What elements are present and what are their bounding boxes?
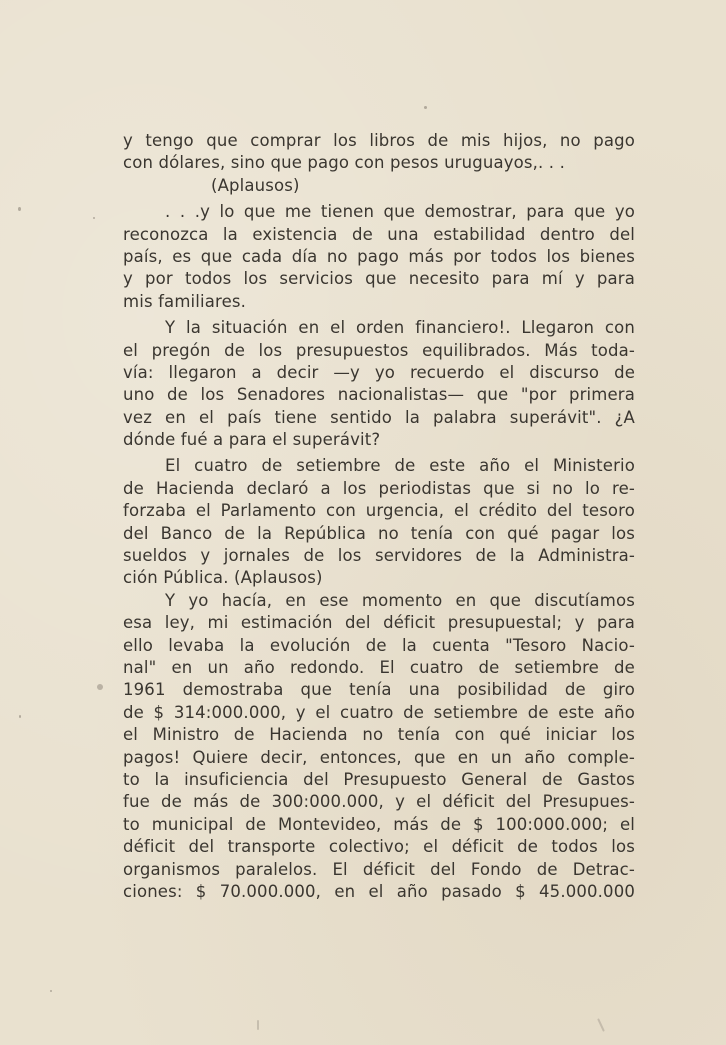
paper-speck xyxy=(93,217,95,219)
paper-speck xyxy=(97,684,103,690)
text-line: sueldos y jornales de los servidores de la Administra- xyxy=(123,546,635,566)
paper-speck xyxy=(424,106,427,109)
text-line: to la insuficiencia del Presupuesto General de Gastos xyxy=(123,769,635,789)
text-line: el Ministro de Hacienda no tenía con qué iniciar los xyxy=(123,725,635,745)
text-line: (Aplausos) xyxy=(211,175,300,195)
text-line: y tengo que comprar los libros de mis hijos, no pago xyxy=(123,131,635,150)
text-line: ciones: $ 70.000.000, en el año pasado $ 45.000.000 xyxy=(123,881,635,901)
text-line: de $ 314:000.000, y el cuatro de setiembre de este año xyxy=(123,702,635,722)
text-line: pagos! Quiere decir, entonces, que en un año comple- xyxy=(123,747,635,767)
text-line: con dólares, sino que pago con pesos uruguayos,. . . xyxy=(123,153,565,173)
text-line: vía: llegaron a decir —y yo recuerdo el discurso de xyxy=(123,362,635,382)
text-line: país, es que cada día no pago más por todos los bienes xyxy=(123,246,635,266)
body-text xyxy=(123,130,635,903)
text-line: Y la situación en el orden financiero!. Llegaron con xyxy=(165,318,635,338)
text-line: reconozca la existencia de una estabilidad dentro del xyxy=(123,224,635,244)
text-line: Y yo hacía, en ese momento en que discutíamos xyxy=(165,590,635,610)
paper-speck xyxy=(50,990,52,992)
paper-speck xyxy=(597,1018,605,1032)
text-line: vez en el país tiene sentido la palabra superávit". ¿A xyxy=(123,407,635,427)
paper-speck xyxy=(18,207,21,211)
text-line: forzaba el Parlamento con urgencia, el crédito del tesoro xyxy=(123,501,635,521)
paragraph-stability xyxy=(123,201,635,313)
text-line: . . .y lo que me tienen que demostrar, para que yo xyxy=(165,202,635,222)
paragraph-ministry xyxy=(123,455,635,589)
text-line: ción Pública. (Aplausos) xyxy=(123,568,323,588)
text-line: fue de más de 300:000.000, y el déficit del Presupues- xyxy=(123,792,635,812)
text-line: to municipal de Montevideo, más de $ 100:000.000; el xyxy=(123,814,635,834)
text-line: El cuatro de setiembre de este año el Ministerio xyxy=(165,456,635,476)
paper-speck xyxy=(257,1020,259,1030)
text-line: del Banco de la República no tenía con qué pagar los xyxy=(123,523,635,543)
text-line: 1961 demostraba que tenía una posibilidad de giro xyxy=(123,680,635,700)
text-line: de Hacienda declaró a los periodistas que si no lo re- xyxy=(123,478,635,498)
text-line: uno de los Senadores nacionalistas— que "por primera xyxy=(123,385,635,405)
paper-speck xyxy=(19,715,21,718)
text-line: esa ley, mi estimación del déficit presupuestal; y para xyxy=(123,613,635,633)
text-line: dónde fué a para el superávit? xyxy=(123,430,381,450)
text-line: mis familiares. xyxy=(123,291,247,311)
text-line: el pregón de los presupuestos equilibrados. Más toda- xyxy=(123,340,635,360)
text-line: déficit del transporte colectivo; el déficit de todos los xyxy=(123,837,635,857)
paragraph-deficit xyxy=(123,590,635,903)
applause-note xyxy=(123,175,635,197)
paragraph-continuation xyxy=(123,130,635,175)
text-line: nal" en un año redondo. El cuatro de setiembre de xyxy=(123,657,635,677)
paragraph-financial xyxy=(123,317,635,451)
text-line: y por todos los servicios que necesito para mí y para xyxy=(123,269,635,289)
text-line: ello levaba la evolución de la cuenta "Tesoro Nacio- xyxy=(123,635,635,655)
text-line: organismos paralelos. El déficit del Fondo de Detrac- xyxy=(123,859,635,879)
